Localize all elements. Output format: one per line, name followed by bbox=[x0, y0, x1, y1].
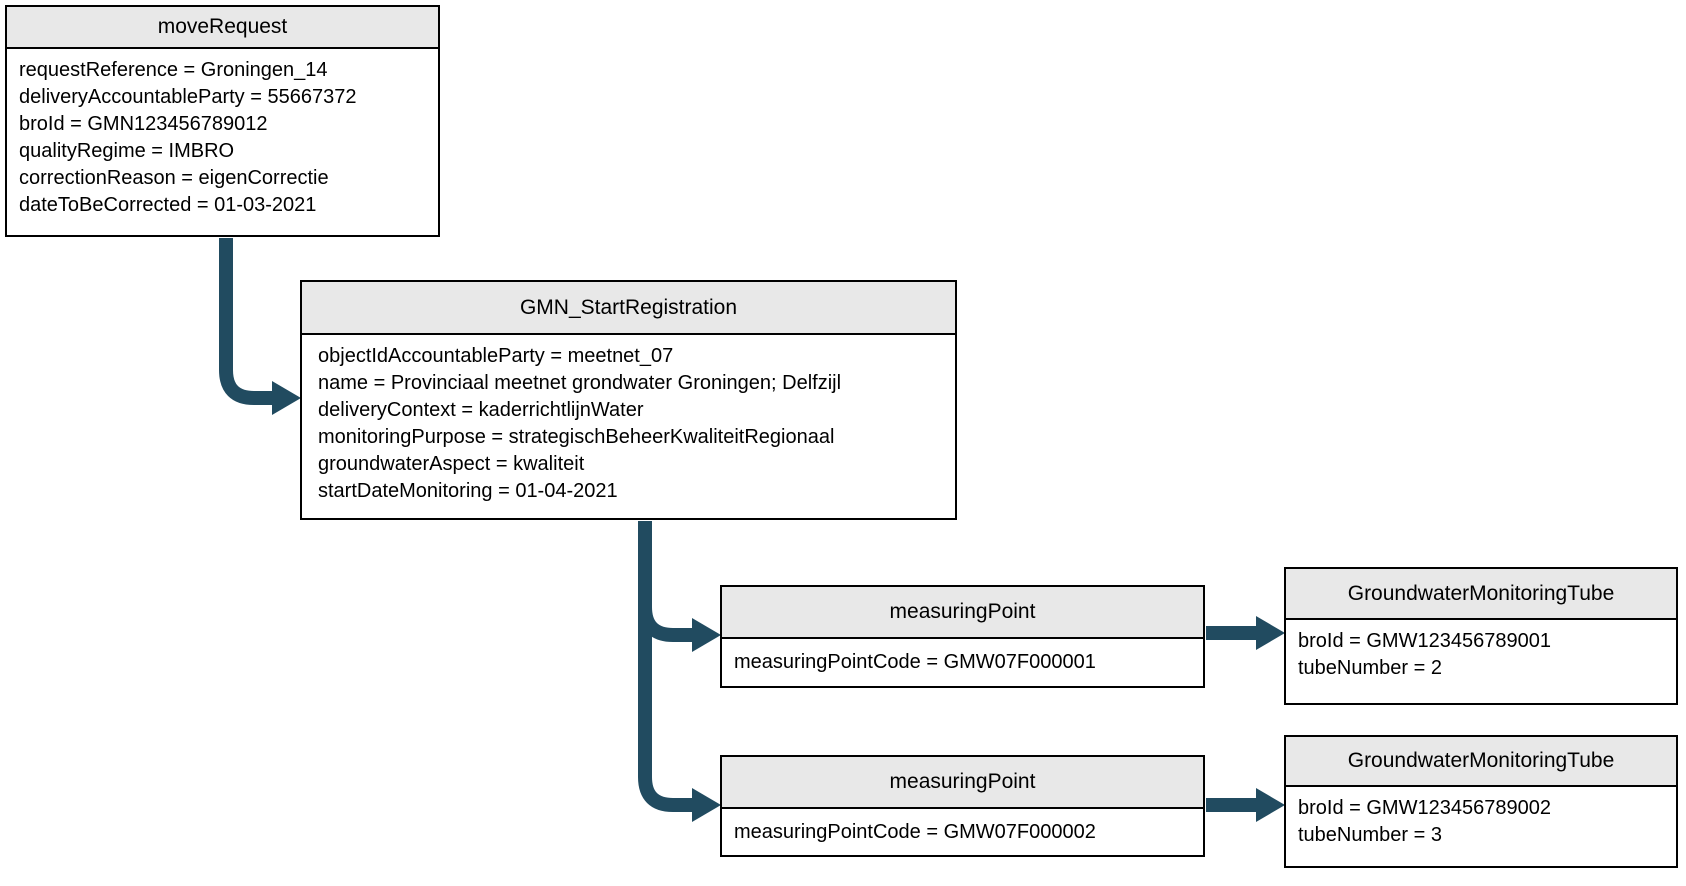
groundwatermonitoringtube-2-attributes bbox=[1286, 787, 1676, 866]
arrowhead-icon bbox=[1256, 616, 1285, 650]
arrow-measuringpoint-1-to-tube-1 bbox=[1206, 616, 1285, 650]
measuringpoint-1-title: measuringPoint bbox=[722, 587, 1203, 639]
measuringpoint-2-title: measuringPoint bbox=[722, 757, 1203, 809]
attribute-line: dateToBeCorrected = 01-03-2021 bbox=[19, 194, 317, 216]
moverequest-box bbox=[5, 5, 440, 237]
arrow-moverequest-to-gmn bbox=[226, 238, 301, 415]
arrowhead-icon bbox=[272, 381, 301, 415]
attribute-line: broId = GMW123456789001 bbox=[1298, 630, 1551, 652]
attribute-line: correctionReason = eigenCorrectie bbox=[19, 167, 329, 189]
arrow-gmn-to-measuringpoint-2 bbox=[645, 521, 721, 822]
attribute-line: name = Provinciaal meetnet grondwater Groningen; Delfzijl bbox=[318, 372, 842, 394]
measuringpoint-2-attributes bbox=[722, 809, 1203, 855]
arrow-measuringpoint-2-to-tube-2 bbox=[1206, 788, 1285, 822]
measuringpoint-1-box bbox=[720, 585, 1205, 688]
arrowhead-icon bbox=[692, 788, 721, 822]
attribute-line: deliveryContext = kaderrichtlijnWater bbox=[318, 399, 644, 421]
measuringpoint-1-attributes bbox=[722, 639, 1203, 686]
attribute-line: requestReference = Groningen_14 bbox=[19, 59, 328, 81]
groundwatermonitoringtube-1-box bbox=[1284, 567, 1678, 705]
groundwatermonitoringtube-1-attributes bbox=[1286, 620, 1676, 703]
attribute-line: tubeNumber = 2 bbox=[1298, 657, 1442, 679]
gmn-startregistration-box bbox=[300, 280, 957, 520]
attribute-line: deliveryAccountableParty = 55667372 bbox=[19, 86, 357, 108]
groundwatermonitoringtube-1-title: GroundwaterMonitoringTube bbox=[1286, 569, 1676, 620]
attribute-line: monitoringPurpose = strategischBeheerKwaliteitRegionaal bbox=[318, 426, 835, 448]
arrowhead-icon bbox=[692, 618, 721, 652]
attribute-line: broId = GMW123456789002 bbox=[1298, 797, 1551, 819]
groundwatermonitoringtube-2-box bbox=[1284, 735, 1678, 868]
attribute-line: broId = GMN123456789012 bbox=[19, 113, 268, 135]
moverequest-attributes bbox=[7, 49, 438, 235]
gmn-startregistration-title: GMN_StartRegistration bbox=[302, 282, 955, 335]
attribute-line: startDateMonitoring = 01-04-2021 bbox=[318, 480, 618, 502]
groundwatermonitoringtube-2-title: GroundwaterMonitoringTube bbox=[1286, 737, 1676, 787]
moverequest-title: moveRequest bbox=[7, 7, 438, 49]
attribute-line: tubeNumber = 3 bbox=[1298, 824, 1442, 846]
attribute-line: measuringPointCode = GMW07F000001 bbox=[734, 651, 1096, 673]
arrowhead-icon bbox=[1256, 788, 1285, 822]
gmn-startregistration-attributes bbox=[302, 335, 955, 518]
attribute-line: objectIdAccountableParty = meetnet_07 bbox=[318, 345, 674, 367]
attribute-line: groundwaterAspect = kwaliteit bbox=[318, 453, 585, 475]
arrow-gmn-to-measuringpoint-1 bbox=[645, 521, 721, 652]
attribute-line: qualityRegime = IMBRO bbox=[19, 140, 235, 162]
attribute-line: measuringPointCode = GMW07F000002 bbox=[734, 820, 1096, 843]
measuringpoint-2-box bbox=[720, 755, 1205, 857]
